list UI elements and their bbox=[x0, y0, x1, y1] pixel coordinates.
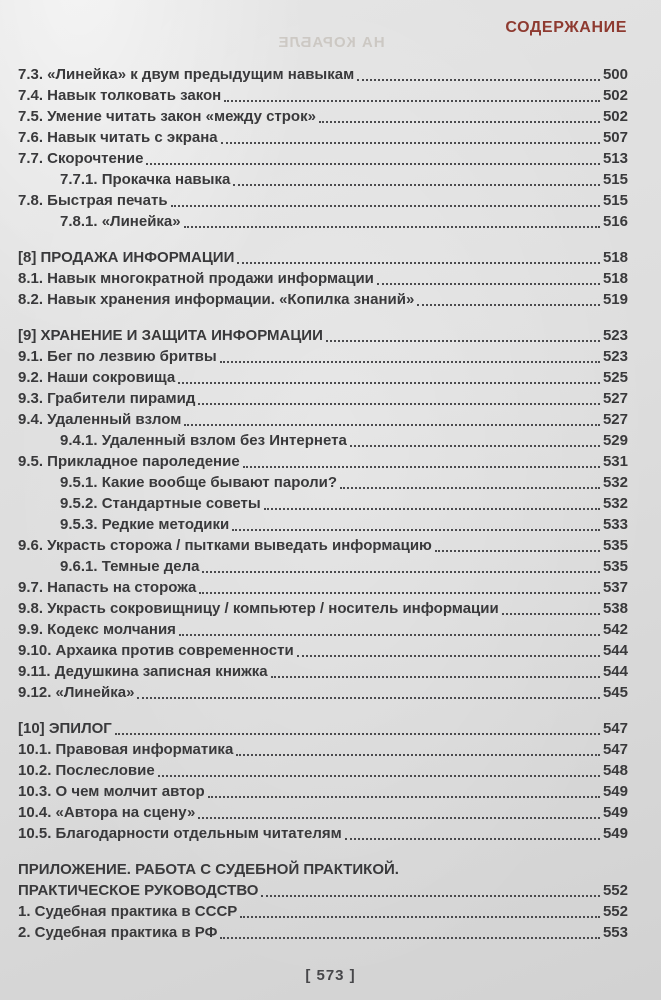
toc-entry-page: 547 bbox=[602, 720, 628, 737]
toc-entry-page: 542 bbox=[602, 621, 628, 638]
toc-entry bbox=[18, 880, 628, 901]
toc-entry-label: 2. Судебная практика в РФ bbox=[18, 924, 218, 941]
toc-entry bbox=[18, 247, 628, 268]
toc-entry-page: 516 bbox=[602, 213, 628, 230]
toc-leader-dots bbox=[146, 163, 600, 165]
toc-entry-page: 500 bbox=[602, 66, 628, 83]
toc-leader-dots bbox=[319, 121, 600, 123]
toc-leader-dots bbox=[271, 676, 600, 678]
toc-leader-dots bbox=[202, 571, 600, 573]
toc-entry-page: 535 bbox=[602, 537, 628, 554]
toc-entry-label: 9.4.1. Удаленный взлом без Интернета bbox=[60, 432, 347, 449]
toc-entry-label: ПРАКТИЧЕСКОЕ РУКОВОДСТВО bbox=[18, 882, 259, 899]
toc-entry bbox=[18, 169, 628, 190]
toc-entry-label: 9.2. Наши сокровища bbox=[18, 369, 176, 386]
toc-entry-page: 538 bbox=[602, 600, 628, 617]
toc-entry-page: 532 bbox=[602, 474, 628, 491]
toc-leader-dots bbox=[171, 205, 600, 207]
toc-entry bbox=[18, 535, 628, 556]
toc-entry-page: 507 bbox=[602, 129, 628, 146]
toc-leader-dots bbox=[198, 403, 600, 405]
toc-entry-page: 531 bbox=[602, 453, 628, 470]
toc-leader-dots bbox=[198, 817, 600, 819]
toc-leader-dots bbox=[232, 529, 600, 531]
toc-leader-dots bbox=[179, 634, 600, 636]
toc-entry-page: 525 bbox=[602, 369, 628, 386]
toc-entry-label: 9.11. Дедушкина записная книжка bbox=[18, 663, 268, 680]
toc-leader-dots bbox=[264, 508, 600, 510]
toc-entry-page: 553 bbox=[602, 924, 628, 941]
toc-entry bbox=[18, 127, 628, 148]
toc-entry-label: [8] ПРОДАЖА ИНФОРМАЦИИ bbox=[18, 249, 235, 266]
toc-entry-page: 523 bbox=[602, 348, 628, 365]
toc-entry bbox=[18, 211, 628, 232]
toc-entry-page: 552 bbox=[602, 882, 628, 899]
toc-leader-dots bbox=[199, 592, 600, 594]
toc-entry-label: 9.4. Удаленный взлом bbox=[18, 411, 182, 428]
toc-entry-label: [10] ЭПИЛОГ bbox=[18, 720, 112, 737]
toc-entry-label: 7.7.1. Прокачка навыка bbox=[60, 171, 231, 188]
toc-leader-dots bbox=[377, 283, 600, 285]
toc-entry bbox=[18, 577, 628, 598]
toc-entry-page: 532 bbox=[602, 495, 628, 512]
toc-leader-dots bbox=[158, 775, 600, 777]
toc-entry-page: 547 bbox=[602, 741, 628, 758]
toc-leader-dots bbox=[502, 613, 600, 615]
toc-entry-label: 9.8. Украсть сокровищницу / компьютер / носитель информации bbox=[18, 600, 499, 617]
toc-entry bbox=[18, 430, 628, 451]
toc-entry bbox=[18, 802, 628, 823]
toc-entry-label: [9] ХРАНЕНИЕ И ЗАЩИТА ИНФОРМАЦИИ bbox=[18, 327, 323, 344]
toc-entry-label: 7.6. Навык читать с экрана bbox=[18, 129, 218, 146]
toc-entry-label: 7.3. «Линейка» к двум предыдущим навыкам bbox=[18, 66, 355, 83]
toc-entry-page: 502 bbox=[602, 108, 628, 125]
toc-leader-dots bbox=[240, 916, 600, 918]
toc-leader-dots bbox=[297, 655, 600, 657]
toc-leader-dots bbox=[340, 487, 600, 489]
toc-entry-label: 7.8. Быстрая печать bbox=[18, 192, 168, 209]
toc-entry-label: 9.3. Грабители пирамид bbox=[18, 390, 196, 407]
toc-entry-label: 8.2. Навык хранения информации. «Копилка знаний» bbox=[18, 291, 415, 308]
toc-leader-dots bbox=[221, 142, 600, 144]
toc-entry-page: 545 bbox=[602, 684, 628, 701]
toc-entry bbox=[18, 367, 628, 388]
toc-entry-label: 9.7. Напасть на сторожа bbox=[18, 579, 197, 596]
toc-entry-label: 10.2. Послесловие bbox=[18, 762, 155, 779]
toc-entry bbox=[18, 760, 628, 781]
toc-entry bbox=[18, 148, 628, 169]
toc-entry-label: 9.9. Кодекс молчания bbox=[18, 621, 176, 638]
toc-entry-page: 527 bbox=[602, 390, 628, 407]
toc-leader-dots bbox=[345, 838, 600, 840]
toc-leader-dots bbox=[233, 184, 600, 186]
toc-leader-dots bbox=[350, 445, 600, 447]
toc-entry bbox=[18, 901, 628, 922]
toc-entry bbox=[18, 190, 628, 211]
toc-entry bbox=[18, 85, 628, 106]
toc-entry bbox=[18, 922, 628, 943]
page-title: СОДЕРЖАНИЕ bbox=[505, 19, 627, 36]
toc-entry-page: 549 bbox=[602, 783, 628, 800]
toc-entry-page: 535 bbox=[602, 558, 628, 575]
toc-entry-page: 552 bbox=[602, 903, 628, 920]
toc-entry bbox=[18, 493, 628, 514]
toc-leader-dots bbox=[237, 262, 600, 264]
toc-leader-dots bbox=[178, 382, 600, 384]
toc-entry bbox=[18, 514, 628, 535]
toc-entry-label: 9.5.2. Стандартные советы bbox=[60, 495, 261, 512]
toc-leader-dots bbox=[220, 361, 600, 363]
toc-leader-dots bbox=[208, 796, 600, 798]
toc-list bbox=[18, 64, 628, 943]
toc-entry bbox=[18, 859, 628, 880]
toc-entry-label: 9.5.1. Какие вообще бывают пароли? bbox=[60, 474, 338, 491]
toc-entry-label: 1. Судебная практика в СССР bbox=[18, 903, 238, 920]
toc-entry-label: 9.5. Прикладное пароледение bbox=[18, 453, 240, 470]
toc-entry bbox=[18, 388, 628, 409]
toc-entry-label: 10.3. О чем молчит автор bbox=[18, 783, 205, 800]
toc-leader-dots bbox=[184, 424, 600, 426]
toc-entry-label: 7.7. Скорочтение bbox=[18, 150, 144, 167]
toc-entry-page: 544 bbox=[602, 642, 628, 659]
toc-leader-dots bbox=[220, 937, 600, 939]
toc-entry-page: 544 bbox=[602, 663, 628, 680]
toc-leader-dots bbox=[137, 697, 600, 699]
toc-entry-label: 9.5.3. Редкие методики bbox=[60, 516, 230, 533]
toc-entry-page: 515 bbox=[602, 192, 628, 209]
toc-entry bbox=[18, 682, 628, 703]
toc-entry-page: 529 bbox=[602, 432, 628, 449]
toc-entry-label: 9.1. Бег по лезвию бритвы bbox=[18, 348, 217, 365]
toc-entry bbox=[18, 598, 628, 619]
page-number: [ 573 ] bbox=[305, 967, 356, 984]
toc-entry-page: 549 bbox=[602, 825, 628, 842]
toc-leader-dots bbox=[236, 754, 600, 756]
toc-leader-dots bbox=[184, 226, 600, 228]
toc-entry-label: 7.5. Умение читать закон «между строк» bbox=[18, 108, 316, 125]
toc-entry-label: 10.5. Благодарности отдельным читателям bbox=[18, 825, 342, 842]
toc-entry-label: 9.10. Архаика против современности bbox=[18, 642, 294, 659]
toc-entry bbox=[18, 661, 628, 682]
toc-entry-page: 548 bbox=[602, 762, 628, 779]
toc-entry-page: 533 bbox=[602, 516, 628, 533]
toc-leader-dots bbox=[326, 340, 600, 342]
toc-leader-dots bbox=[224, 100, 600, 102]
bleedthrough-text: НА КОРАБЛЕ bbox=[276, 34, 385, 51]
toc-entry bbox=[18, 268, 628, 289]
toc-entry bbox=[18, 739, 628, 760]
toc-entry bbox=[18, 718, 628, 739]
toc-entry-label: 7.4. Навык толковать закон bbox=[18, 87, 222, 104]
toc-entry-page: 513 bbox=[602, 150, 628, 167]
toc-entry-label: 7.8.1. «Линейка» bbox=[60, 213, 181, 230]
toc-entry-page: 515 bbox=[602, 171, 628, 188]
toc-leader-dots bbox=[261, 895, 600, 897]
toc-entry-page: 518 bbox=[602, 249, 628, 266]
toc-entry-label: 8.1. Навык многократной продажи информации bbox=[18, 270, 374, 287]
toc-leader-dots bbox=[243, 466, 600, 468]
toc-entry bbox=[18, 823, 628, 844]
toc-entry bbox=[18, 409, 628, 430]
toc-entry bbox=[18, 619, 628, 640]
toc-entry bbox=[18, 781, 628, 802]
toc-entry bbox=[18, 64, 628, 85]
toc-entry bbox=[18, 346, 628, 367]
toc-entry bbox=[18, 325, 628, 346]
toc-entry bbox=[18, 640, 628, 661]
toc-entry-label: 10.1. Правовая информатика bbox=[18, 741, 234, 758]
toc-entry-page: 537 bbox=[602, 579, 628, 596]
toc-entry bbox=[18, 106, 628, 127]
toc-leader-dots bbox=[417, 304, 600, 306]
toc-entry-page: 549 bbox=[602, 804, 628, 821]
toc-entry-page: 519 bbox=[602, 291, 628, 308]
toc-entry-label: 9.6.1. Темные дела bbox=[60, 558, 200, 575]
toc-entry-page: 518 bbox=[602, 270, 628, 287]
toc-leader-dots bbox=[435, 550, 600, 552]
toc-entry-label: 10.4. «Автора на сцену» bbox=[18, 804, 196, 821]
toc-entry-page: 523 bbox=[602, 327, 628, 344]
toc-entry-label: 9.6. Украсть сторожа / пытками выведать информацию bbox=[18, 537, 432, 554]
toc-entry bbox=[18, 289, 628, 310]
toc-entry bbox=[18, 556, 628, 577]
toc-leader-dots bbox=[115, 733, 600, 735]
toc-entry-page: 502 bbox=[602, 87, 628, 104]
toc-entry-label: ПРИЛОЖЕНИЕ. РАБОТА С СУДЕБНОЙ ПРАКТИКОЙ. bbox=[18, 861, 399, 878]
toc-entry bbox=[18, 451, 628, 472]
toc-leader-dots bbox=[357, 79, 600, 81]
toc-entry-label: 9.12. «Линейка» bbox=[18, 684, 135, 701]
toc-entry-page: 527 bbox=[602, 411, 628, 428]
toc-entry bbox=[18, 472, 628, 493]
